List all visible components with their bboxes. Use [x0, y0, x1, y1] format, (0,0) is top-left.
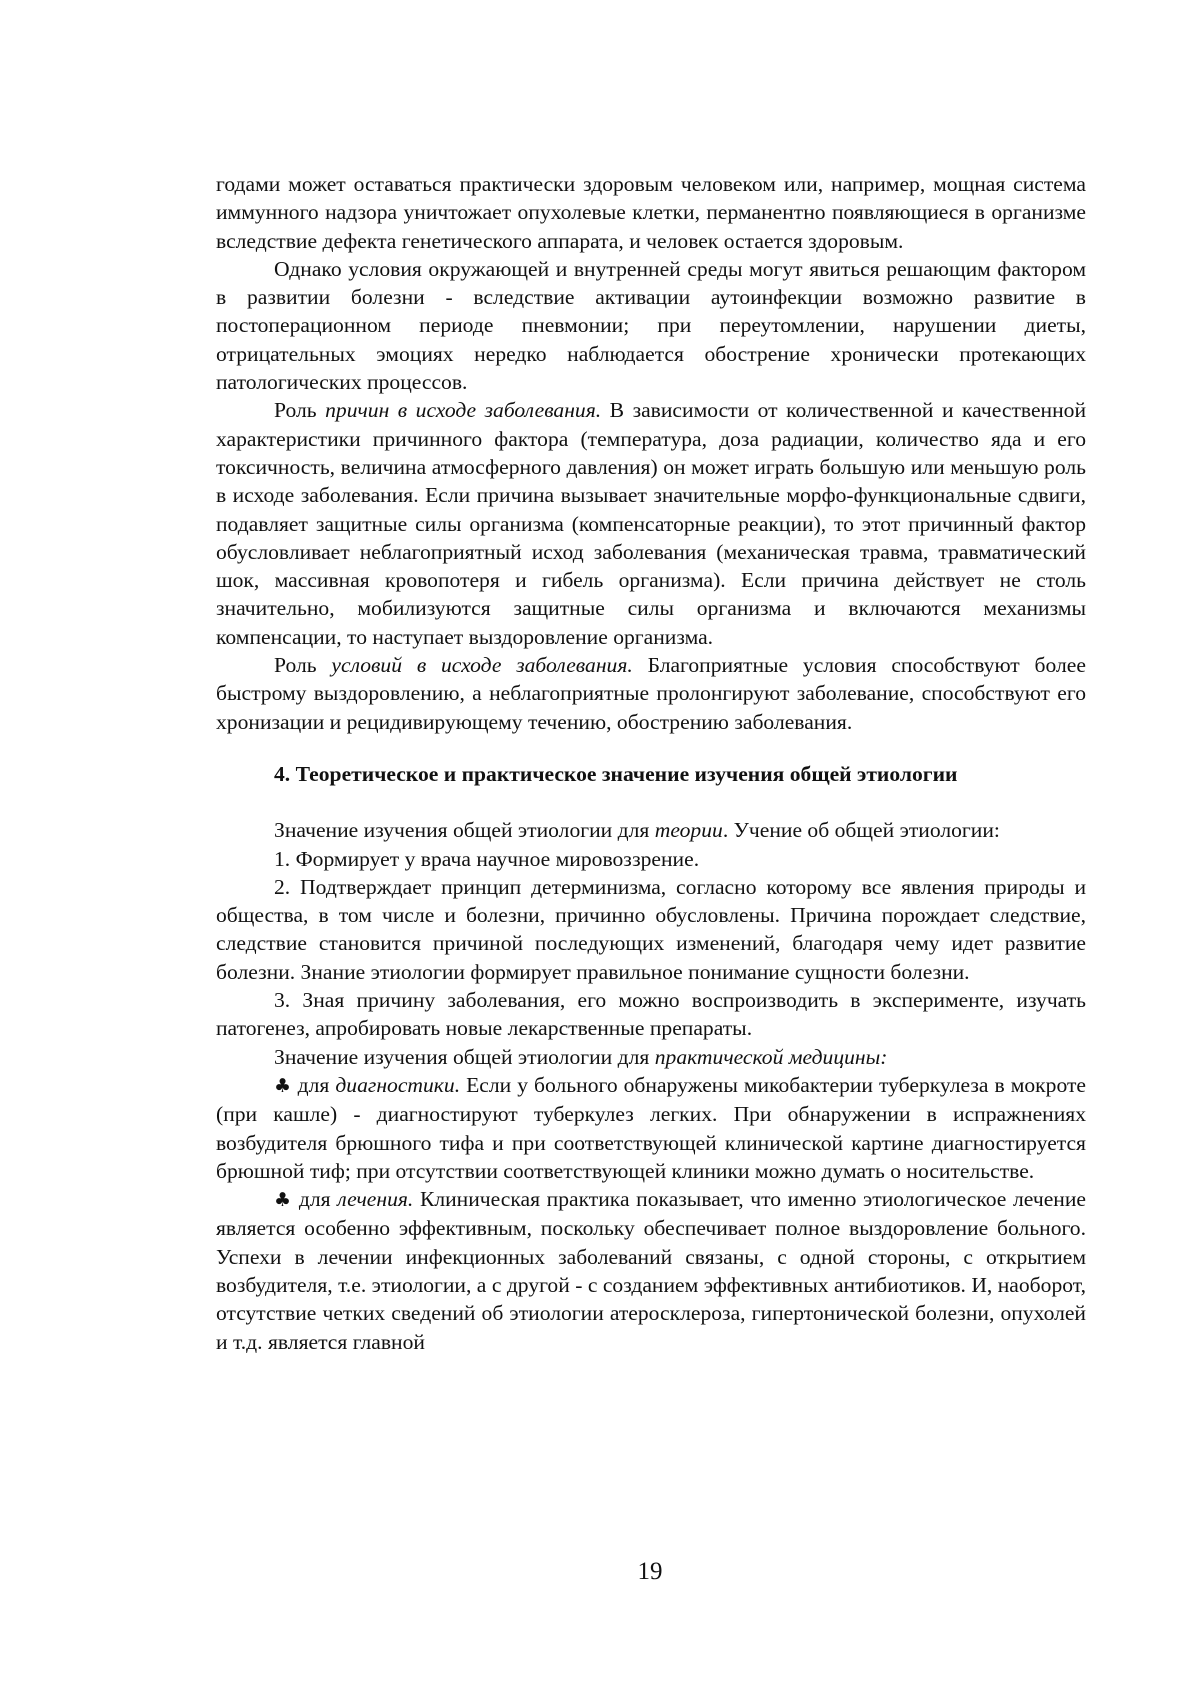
italic-term: практической медицины:: [654, 1044, 888, 1069]
lead-text: для: [292, 1187, 338, 1212]
paragraph-conditions: Однако условия окружающей и внутренней среды могут явиться решающим фактором в развитии болезни - вследствие активации аутоинфекции возможно развитие в постоперационном периоде пневмонии; при переутомлении, нарушении диеты, отрицательных эмоциях нередко наблюдается обострение хронически протекающих патологических процессов.: [216, 256, 1086, 395]
list-item-1: 1. Формирует у врача научное мировоззрение.: [274, 846, 700, 871]
list-item-2: 2. Подтверждает принцип детерминизма, согласно которому все явления природы и общества, в том числе и болезни, причинно обусловлены. Причина порождает следствие, следствие становится причиной последующих изменений, благодаря чему идет развитие болезни. Знание этиологии формирует правильное понимание сущности болезни.: [216, 874, 1086, 984]
bullet-treatment: [216, 1185, 1086, 1356]
paragraph-role-of-causes: [216, 396, 1086, 651]
lead-text: Значение изучения общей этиологии для: [274, 818, 655, 843]
club-bullet-icon: ♣: [274, 1189, 293, 1212]
lead-text: Роль: [274, 398, 326, 423]
lead-text: Значение изучения общей этиологии для: [274, 1044, 655, 1069]
lead-text: Роль: [274, 653, 332, 678]
section-heading: 4. Теоретическое и практическое значение изучения общей этиологии: [274, 761, 958, 786]
paragraph-text: . Учение об общей этиологии:: [722, 818, 1000, 843]
italic-term: причин в исходе заболевания.: [325, 398, 602, 423]
paragraph-text: В зависимости от количественной и качественной характеристики причинного фактора (температура, доза радиации, количество яда и его токсичность, величина атмосферного давления) он может играть большую или меньшую роль в исходе заболевания. Если причина вызывает значительные морфо-функциональные сдвиги, подавляет защитные силы организма (компенсаторные реакции), то этот причинный фактор обусловливает неблагоприятный исход заболевания (механическая травма, травматический шок, массивная кровопотеря и гибель организма). Если причина действует не столь значительно, мобилизуются защитные силы организма и включаются механизмы компенсации, то наступает выздоровление организма.: [216, 398, 1087, 649]
page-number: 19: [637, 1558, 663, 1585]
italic-term: теории: [654, 818, 723, 843]
paragraph-continuation: годами может оставаться практически здоровым человеком или, например, мощная система иммунного надзора уничтожает опухолевые клетки, перманентно появляющиеся в организме вследствие дефекта генетического аппарата, и человек остается здоровым.: [216, 172, 1086, 253]
paragraph-text: Если у больного обнаружены микобактерии туберкулеза в мокроте (при кашле) - диагностируют туберкулез легких. При обнаружении в испражнениях возбудителя брюшного тифа и при соответствующей клинической картине диагностируется брюшной тиф; при отсутствии соответствующей клиники можно думать о носительстве.: [216, 1072, 1087, 1183]
bullet-diagnostics: [216, 1071, 1086, 1185]
list-item-3: 3. Зная причину заболевания, его можно воспроизводить в эксперименте, изучать патогенез, апробировать новые лекарственные препараты.: [216, 988, 1086, 1041]
body-text: [216, 170, 1086, 1356]
italic-term: лечения.: [337, 1187, 414, 1212]
paragraph-text: Клиническая практика показывает, что именно этиологическое лечение является особенно эффективным, поскольку обеспечивает полное выздоровление больного. Успехи в лечении инфекционных заболеваний связаны, с одной стороны, с открытием возбудителя, т.е. этиологии, а с другой - с созданием эффективных антибиотиков. И, наоборот, отсутствие четких сведений об этиологии атеросклероза, гипертонической болезни, опухолей и т.д. является главной: [216, 1187, 1086, 1354]
lead-text: для: [291, 1072, 336, 1097]
italic-term: условий в исходе заболевания.: [331, 653, 633, 678]
paragraph-theory: [216, 816, 1086, 844]
paragraph-text: Благоприятные условия способствуют более быстрому выздоровлению, а неблагоприятные пролонгируют заболевание, способствуют его хронизации и рецидивирующему течению, обострению заболевания.: [216, 653, 1086, 734]
paragraph-practice: [216, 1043, 1086, 1071]
paragraph-role-of-conditions: [216, 651, 1086, 736]
club-bullet-icon: ♣: [274, 1074, 292, 1097]
italic-term: диагностики.: [335, 1072, 461, 1097]
